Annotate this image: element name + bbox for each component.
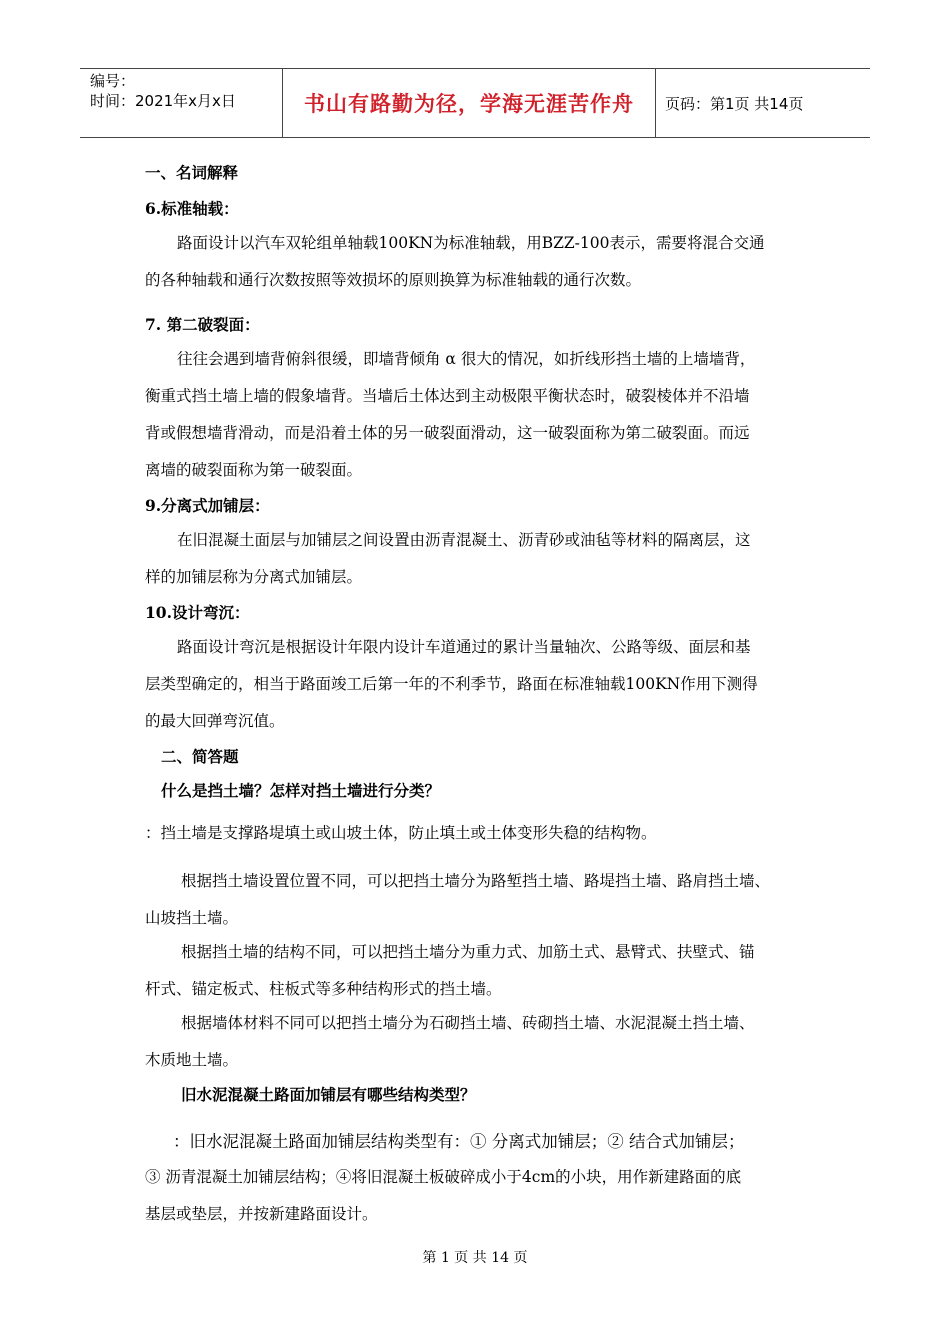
term-10-line-2: 层类型确定的，相当于路面竣工后第一年的不利季节，路面在标准轴载100KN作用下测得 bbox=[145, 675, 758, 693]
term-9-title: 9.分离式加铺层： bbox=[145, 496, 270, 515]
question-1: 什么是挡土墙？怎样对挡土墙进行分类？ bbox=[161, 782, 441, 800]
answer-1-line-2: 根据挡土墙设置位置不同，可以把挡土墙分为路堑挡土墙、路堤挡土墙、路肩挡土墙、 bbox=[181, 872, 771, 890]
term-10-title: 10.设计弯沉： bbox=[145, 603, 250, 622]
date-line: 时间：2021年x月x日 bbox=[90, 92, 236, 110]
answer-1-line-6: 根据墙体材料不同可以把挡土墙分为石砌挡土墙、砖砌挡土墙、水泥混凝土挡土墙、 bbox=[181, 1014, 755, 1032]
term-10-line-3: 的最大回弹弯沉值。 bbox=[145, 712, 285, 730]
term-6-title: 6.标准轴载： bbox=[145, 199, 239, 218]
document-header bbox=[80, 68, 870, 138]
term-9-line-2: 样的加铺层称为分离式加铺层。 bbox=[145, 568, 363, 586]
term-10-line-1: 路面设计弯沉是根据设计年限内设计车道通过的累计当量轴次、公路等级、面层和基 bbox=[177, 638, 751, 656]
header-motto: 书山有路勤为径，学海无涯苦作舟 bbox=[282, 69, 656, 137]
term-9-line-1: 在旧混凝土面层与加铺层之间设置由沥青混凝土、沥青砂或油毡等材料的隔离层，这 bbox=[177, 531, 751, 549]
term-6-line-2: 的各种轴载和通行次数按照等效损坏的原则换算为标准轴载的通行次数。 bbox=[145, 271, 642, 289]
term-7-line-3: 背或假想墙背滑动，而是沿着土体的另一破裂面滑动，这一破裂面称为第二破裂面。而远 bbox=[145, 424, 750, 442]
question-2: 旧水泥混凝土路面加铺层有哪些结构类型？ bbox=[181, 1086, 476, 1104]
page-footer: 第 1 页 共 14 页 bbox=[422, 1250, 528, 1266]
section-2-title: 二、简答题 bbox=[161, 748, 239, 766]
term-7-line-4: 离墙的破裂面称为第一破裂面。 bbox=[145, 461, 363, 479]
term-7-title: 7. 第二破裂面： bbox=[145, 315, 260, 334]
answer-2-line-2: ③ 沥青混凝土加铺层结构；④将旧混凝土板破碎成小于4cm的小块，用作新建路面的底 bbox=[145, 1168, 742, 1186]
term-6-line-1: 路面设计以汽车双轮组单轴载100KN为标准轴载，用BZZ-100表示，需要将混合交通 bbox=[177, 234, 765, 252]
term-7-line-2: 衡重式挡土墙上墙的假象墙背。当墙后土体达到主动极限平衡状态时，破裂棱体并不沿墙 bbox=[145, 387, 750, 405]
answer-1-line-4: 根据挡土墙的结构不同，可以把挡土墙分为重力式、加筋土式、悬臂式、扶壁式、锚 bbox=[181, 943, 755, 961]
answer-1-line-3: 山坡挡土墙。 bbox=[145, 909, 239, 927]
answer-2-line-3: 基层或垫层，并按新建路面设计。 bbox=[145, 1205, 378, 1223]
answer-1-line-5: 杆式、锚定板式、柱板式等多种结构形式的挡土墙。 bbox=[145, 980, 502, 998]
number-label: 编号： bbox=[90, 72, 136, 90]
answer-2-line-1: ：旧水泥混凝土路面加铺层结构类型有：① 分离式加铺层；② 结合式加铺层； bbox=[173, 1132, 745, 1151]
term-7-line-1: 往往会遇到墙背俯斜很缓，即墙背倾角 α 很大的情况，如折线形挡土墙的上墙墙背， bbox=[177, 350, 756, 368]
answer-1-line-7: 木质地土墙。 bbox=[145, 1051, 239, 1069]
answer-1-line-1: ：挡土墙是支撑路堤填土或山坡土体，防止填土或土体变形失稳的结构物。 bbox=[145, 824, 657, 842]
section-1-title: 一、名词解释 bbox=[145, 164, 239, 182]
header-meta bbox=[80, 69, 282, 137]
header-page-info: 页码：第1页 共14页 bbox=[665, 94, 804, 113]
